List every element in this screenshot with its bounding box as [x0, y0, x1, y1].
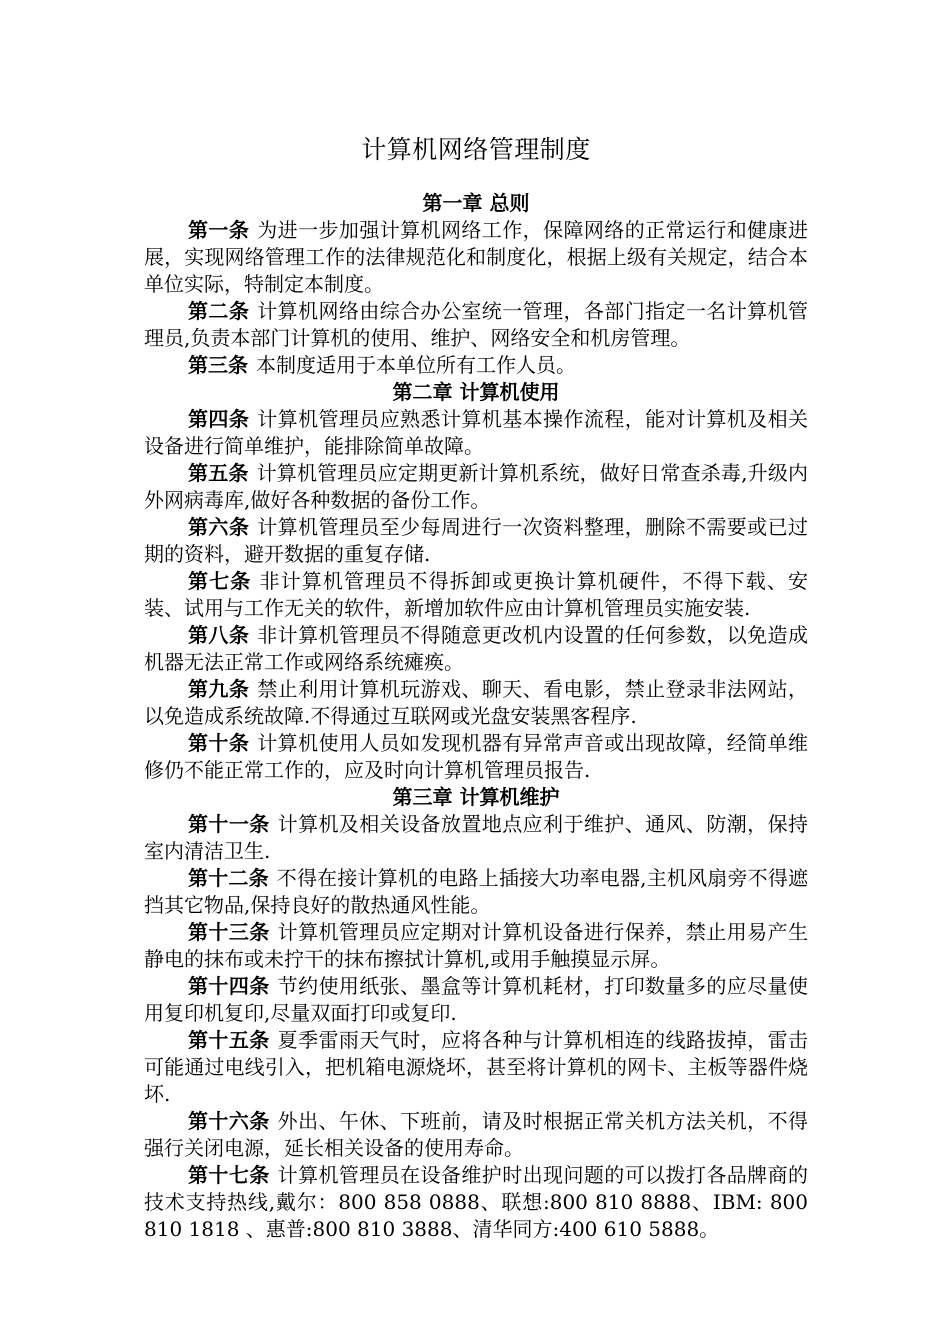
article-paragraph: [144, 1027, 808, 1108]
article-text: 计算机管理员应定期对计算机设备进行保养，禁止用易产生静电的抹布或未拧干的抹布擦拭计算机,或用手触摸显示屏。: [144, 920, 809, 971]
article-paragraph: [144, 676, 808, 730]
article-number: 第十一条: [188, 812, 270, 836]
article-paragraph: [144, 514, 808, 568]
article-paragraph: [144, 919, 808, 973]
article-number: 第六条: [188, 515, 250, 539]
article-number: 第十四条: [188, 974, 270, 998]
article-text: 计算机管理员在设备维护时出现问题的可以拨打各品牌商的技术支持热线,戴尔：800 858 0888、联想:800 810 8888、IBM: 800 810 1818 、惠普:800 810 3888、清华同方:400 610 5888。: [144, 1163, 809, 1241]
article-text: 计算机管理员应熟悉计算机基本操作流程，能对计算机及相关设备进行简单维护，能排除简单故障。: [144, 407, 809, 458]
article-text: 计算机管理员至少每周进行一次资料整理，删除不需要或已过期的资料，避开数据的重复存储.: [144, 515, 809, 566]
article-text: 禁止利用计算机玩游戏、聊天、看电影，禁止登录非法网站，以免造成系统故障.不得通过互联网或光盘安装黑客程序.: [144, 677, 809, 728]
article-text: 为进一步加强计算机网络工作，保障网络的正常运行和健康进展，实现网络管理工作的法律规范化和制度化，根据上级有关规定，结合本单位实际，特制定本制度。: [144, 218, 809, 296]
article-text: 不得在接计算机的电路上插接大功率电器,主机风扇旁不得遮挡其它物品,保持良好的散热通风性能。: [144, 866, 809, 917]
article-number: 第八条: [188, 623, 250, 647]
document-page: [144, 128, 808, 1243]
article-number: 第九条: [188, 677, 250, 701]
article-paragraph: [144, 973, 808, 1027]
article-text: 非计算机管理员不得拆卸或更换计算机硬件，不得下载、安装、试用与工作无关的软件，新增加软件应由计算机管理员实施安装.: [144, 569, 809, 620]
article-number: 第十六条: [188, 1109, 270, 1133]
article-number: 第十条: [188, 731, 250, 755]
article-text: 计算机及相关设备放置地点应利于维护、通风、防潮，保持室内清洁卫生.: [144, 812, 809, 863]
article-number: 第三条: [188, 353, 248, 377]
article-paragraph: [144, 730, 808, 784]
article-text: 计算机网络由综合办公室统一管理，各部门指定一名计算机管理员,负责本部门计算机的使用、维护、网络安全和机房管理。: [144, 299, 809, 350]
chapter-heading: 第一章 总则: [422, 191, 530, 215]
article-paragraph: [144, 811, 808, 865]
article-paragraph: [144, 217, 808, 298]
article-text: 本制度适用于本单位所有工作人员。: [256, 353, 576, 377]
article-number: 第七条: [188, 569, 252, 593]
article-text: 外出、午休、下班前，请及时根据正常关机方法关机，不得强行关闭电源，延长相关设备的使用寿命。: [144, 1109, 809, 1160]
article-number: 第十三条: [188, 920, 270, 944]
article-number: 第四条: [188, 407, 250, 431]
article-paragraph: [144, 622, 808, 676]
article-paragraph: [144, 865, 808, 919]
article-text: 节约使用纸张、墨盒等计算机耗材，打印数量多的应尽量使用复印机复印,尽量双面打印或复印.: [144, 974, 809, 1025]
article-text: 非计算机管理员不得随意更改机内设置的任何参数，以免造成机器无法正常工作或网络系统瘫痪。: [144, 623, 809, 674]
article-number: 第五条: [188, 461, 249, 485]
document-title: 计算机网络管理制度: [361, 135, 591, 164]
article-number: 第十七条: [188, 1163, 270, 1187]
article-number: 第二条: [188, 299, 250, 323]
article-text: 计算机使用人员如发现机器有异常声音或出现故障，经简单维修仍不能正常工作的，应及时向计算机管理员报告.: [144, 731, 809, 782]
chapter-heading: 第二章 计算机使用: [392, 380, 560, 404]
article-number: 第十二条: [188, 866, 269, 890]
article-paragraph: [144, 568, 808, 622]
article-text: 夏季雷雨天气时，应将各种与计算机相连的线路拔掉，雷击可能通过电线引入，把机箱电源烧坏，甚至将计算机的网卡、主板等器件烧坏.: [144, 1028, 809, 1106]
article-text: 计算机管理员应定期更新计算机系统，做好日常查杀毒,升级内外网病毒库,做好各种数据的备份工作。: [144, 461, 809, 512]
article-number: 第十五条: [188, 1028, 270, 1052]
article-number: 第一条: [188, 218, 250, 242]
article-paragraph: [144, 1162, 808, 1243]
chapter-heading: 第三章 计算机维护: [392, 785, 560, 809]
article-paragraph: [144, 406, 808, 460]
article-paragraph: [144, 352, 808, 379]
article-paragraph: [144, 298, 808, 352]
article-paragraph: [144, 1108, 808, 1162]
article-paragraph: [144, 460, 808, 514]
chapters-container: [144, 190, 808, 1243]
